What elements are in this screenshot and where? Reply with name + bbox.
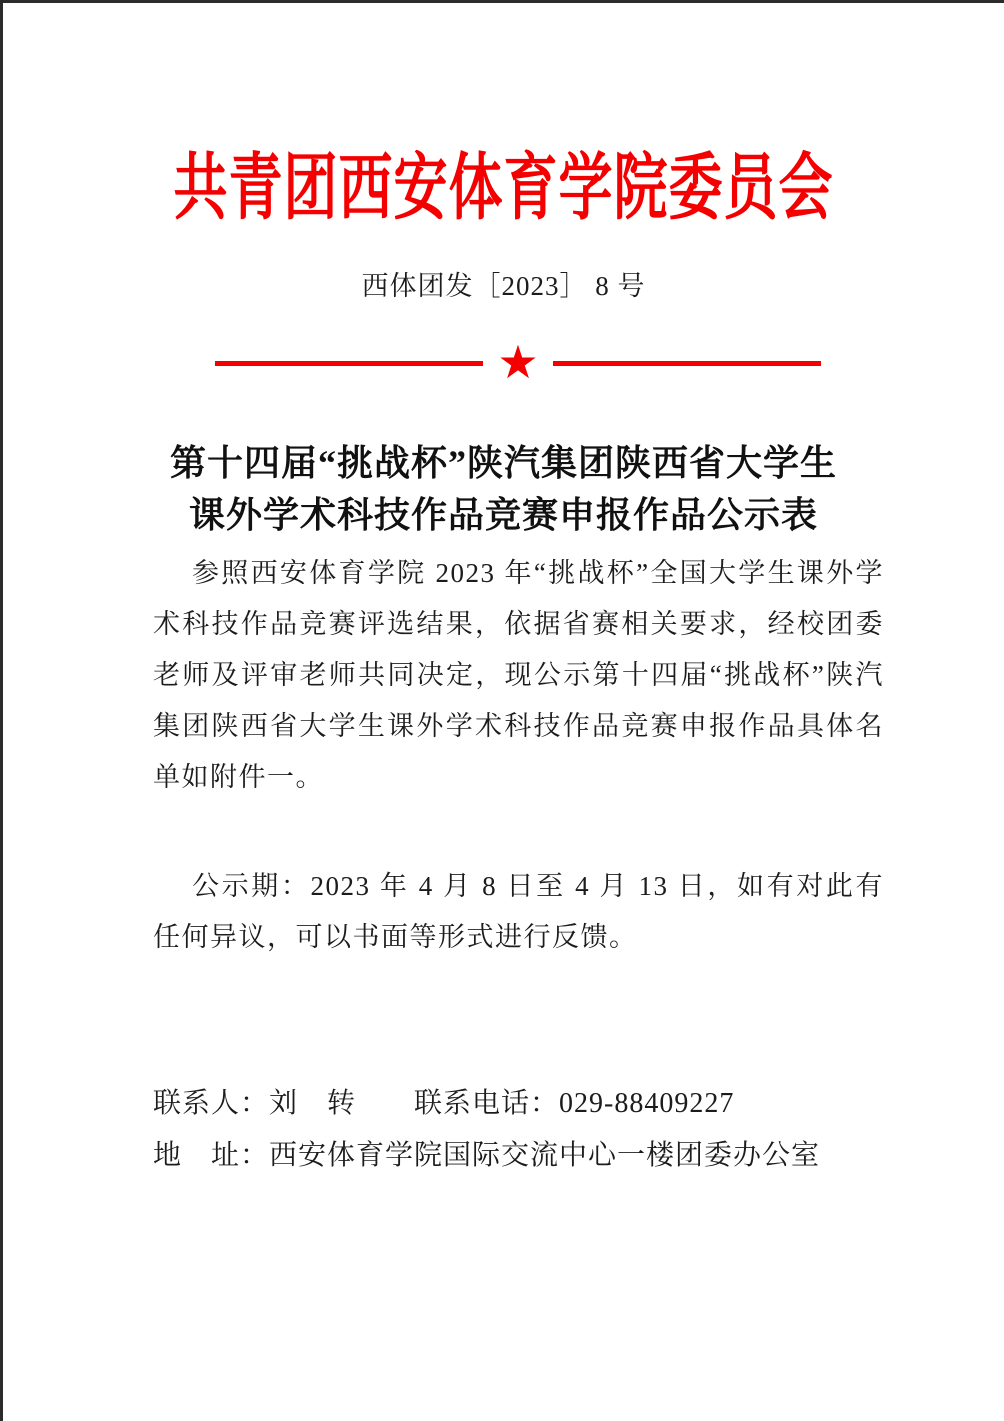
contact-block [153,1078,884,1182]
divider-line-left [215,361,483,366]
doc-title-line2: 课外学术科技作品竞赛申报作品公示表 [188,495,818,535]
org-header: 共青团西安体育学院委员会 [173,147,834,229]
contact-person-line: 联系人：刘 转 联系电话：029-88409227 [153,1088,735,1119]
body-paragraph-1: 参照西安体育学院 2023 年“挑战杯”全国大学生课外学术科技作品竞赛评选结果，依据省赛相关要求，经校团委老师及评审老师共同决定，现公示第十四届“挑战杯”陕汽集团陕西省大学生课外学术科技作品竞赛申报作品具体名单如附件一。 [153,558,884,792]
body-paragraph-2: 公示期：2023 年 4 月 8 日至 4 月 13 日，如有对此有任何异议，可以书面等形式进行反馈。 [153,871,884,952]
doc-number: 西体团发［2023］ 8 号 [361,271,646,301]
doc-title-line1: 第十四届“挑战杯”陕汽集团陕西省大学生 [169,443,837,483]
divider-line-right [553,361,821,366]
star-icon: ★ [497,337,539,388]
doc-title [3,437,1004,541]
contact-address-line: 地 址：西安体育学院国际交流中心一楼团委办公室 [153,1140,821,1171]
header-divider [215,337,821,388]
